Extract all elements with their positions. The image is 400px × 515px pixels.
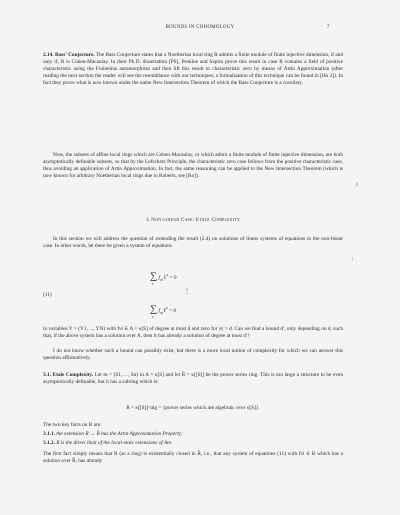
eq1-f: f — [158, 274, 160, 281]
section-heading-3 — [43, 217, 343, 224]
eq1-superscript: ν — [166, 273, 169, 277]
fact-3-1-1-text: the extension R → R̂ has the Artin Approximation Property; — [56, 431, 183, 437]
paragraph-etale-complexity — [43, 372, 343, 386]
fact-3-1-1-number: 3.1.1. — [43, 431, 55, 437]
eq2-sum-index: ν — [152, 315, 154, 319]
scan-speck — [356, 182, 358, 187]
scan-speck — [220, 11, 221, 12]
paragraph-affine-local-rings: Now, the subsets of affine local rings which are Cohen-Macaulay, or which admit a finite module of finite injective dimension, are both asymptotically definable subsets, so that by the Lefschetz Principle, the characteristic zero case follows from the positive characteristic case, thus avoiding an application of Artin Approximation. In fact, the same reasoning can be applied to the New Intersection Theorem (which is now known for arbitrary Noetherian local rings due to Roberts, see [Ro]). — [43, 152, 343, 180]
equation-label: (11) — [43, 292, 52, 298]
equation-r-alg: R = κ[[S]]^alg = {power series which are algebraic over κ[S]}. — [126, 405, 260, 411]
eq2-superscript: ν — [166, 306, 168, 310]
sum-sign-1: ∑ — [150, 270, 158, 282]
bass-conjecture-body: The Bass Conjecture states that a Noetherian local ring R admits a finite module of finite injective dimension, if and only if, R is Cohen-Macaulay. In their Ph.D. dissertation [PS], Peskine and Szpiro prove this result in case R contains a field of positive characteristic using the Frobenius automorphism and then lift this result to characteristic zero by means of Artin Approximation (after reading the next section the reader will see the resemblance with our techniques; a formalisation of this technique can be found in [Ho 2]). In fact they prove what is now known under the name New Intersection Theorem of which the Bass Conjecture is a corollary. — [43, 52, 343, 87]
scan-speck — [352, 257, 353, 261]
section-title: Non-linear Case: Etale Complexity — [151, 217, 241, 223]
paragraph-complexity-notion: I do not know whether such a bound can possibly exist, but there is a more local notion of complexity for which we can answer this question affirmatively. — [43, 348, 343, 362]
eq1-subscript: ν1 — [159, 277, 164, 282]
running-header-title: BOUNDS IN COHOMOLOGY — [165, 25, 235, 30]
etale-complexity-body: Let m = (S1, ..., Sn) in A = κ[S] and let R̂ = κ[[S]] be the power series ring. This is too large a structure to be even asymptotically definable, but it has a subring which is: — [43, 372, 343, 386]
fact-3-1-2-number: 3.1.2. — [43, 440, 55, 446]
vertical-dots: ⋮ — [184, 289, 190, 295]
paragraph-bass-conjecture — [43, 52, 343, 87]
heading-2-14: 2.14. Bass' Conjecture. — [43, 52, 95, 58]
paragraph-section-3-intro: In this section we will address the question of extending the result (2.4) on solutions of linear systems of equations to the non-linear case. In other words, let there be given a system of equations — [43, 236, 343, 250]
fact-3-1-1 — [43, 431, 343, 438]
equation-line-1 — [150, 272, 270, 284]
eq2-subscript: νs — [159, 310, 164, 315]
fact-3-1-2-text: R is the direct limit of the local-etale extensions of Am. — [56, 440, 173, 446]
eq1-tail: = 0 — [168, 274, 177, 281]
sum-sign-2: ∑ — [150, 303, 158, 315]
fact-3-1-2 — [43, 440, 343, 447]
heading-3-1: 3.1. Etale Complexity. — [43, 372, 94, 378]
page-number: 7 — [327, 25, 330, 30]
eq1-sum-index: ν — [152, 282, 154, 286]
section-number: 3. — [145, 217, 150, 223]
eq2-f: f — [158, 307, 160, 314]
paragraph-two-facts: The two key facts on R are: — [43, 422, 102, 428]
paragraph-variables: in variables Y = (Y1, ..., YN) with fνi ∈ A = κ[S] of degree at most d and zero for |ν| > d. Can we find a bound d′, only depending on d, such that, if the above system has a solution over A, then it has already a solution of degree at most d′? — [43, 326, 343, 340]
eq2-y: Y — [163, 307, 167, 314]
paragraph-first-fact: The first fact simply means that R (as a ring) is existentially closed in R̂, i.e., that any system of equations (11) with fνi ∈ R which has a solution over R̂, has already — [43, 451, 343, 465]
eq1-y: Y — [163, 274, 167, 281]
eq2-tail: = 0 — [167, 307, 177, 314]
equation-line-2 — [150, 305, 270, 317]
